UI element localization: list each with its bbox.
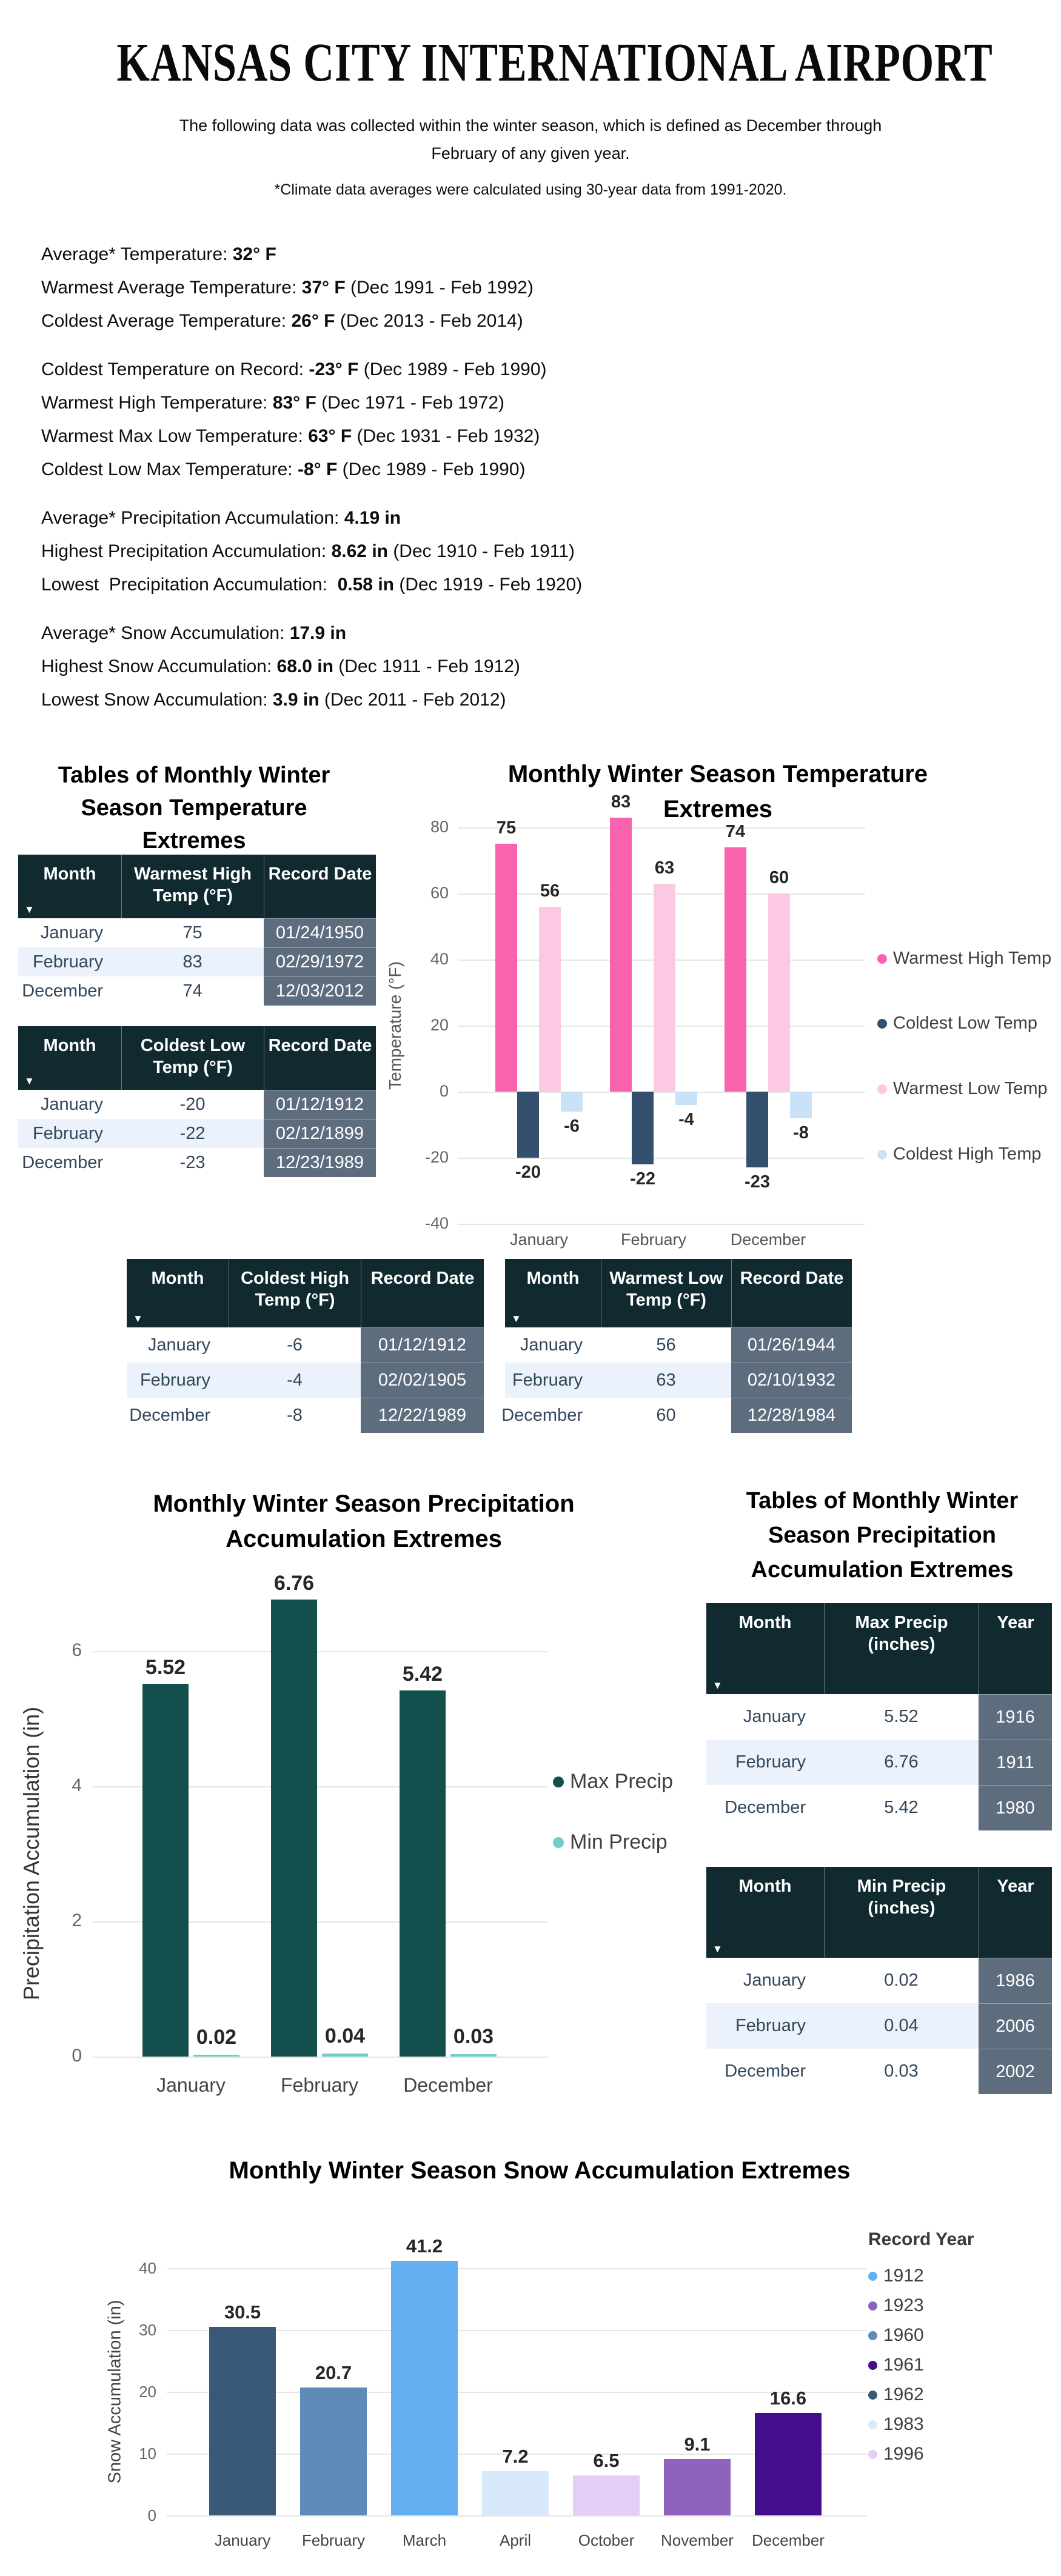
page-title: KANSAS CITY INTERNATIONAL AIRPORT	[116, 33, 993, 93]
gridline	[93, 1651, 548, 1652]
bar-label: 0.03	[453, 2025, 494, 2048]
gridline	[167, 2515, 867, 2517]
stats-snow	[41, 616, 582, 716]
x-tick-february: February	[301, 2531, 366, 2549]
legend-item-min-precip[interactable]: Min Precip	[553, 1830, 668, 1854]
table-cell: 0.04	[824, 2003, 979, 2049]
snow-chart-title: Monthly Winter Season Snow Accumulation Extremes	[229, 2157, 851, 2184]
table-cell: December	[22, 981, 103, 1001]
bar-max-precip-february	[271, 1600, 317, 2057]
bar-label: 74	[725, 822, 746, 841]
bar-label: 0.02	[196, 2026, 237, 2049]
y-tick: 0	[439, 1082, 449, 1100]
sort-descending-icon[interactable]: ▼	[24, 1075, 35, 1087]
table-cell: -20	[179, 1094, 206, 1114]
legend-item-coldest-high[interactable]: Coldest High Temp	[877, 1144, 1041, 1164]
column-header-month: Month ▼	[706, 1867, 824, 1958]
bar-coldest-high-december	[790, 1092, 812, 1118]
table-cell: December	[129, 1405, 210, 1425]
column-header-value: Min Precip (inches)	[824, 1867, 979, 1958]
sort-descending-icon[interactable]: ▼	[511, 1313, 521, 1324]
table-cell: 01/26/1944	[731, 1327, 852, 1363]
table-cell: -22	[121, 1119, 264, 1148]
legend-item-warmest-high[interactable]: Warmest High Temp	[877, 949, 1051, 969]
legend-item-1962[interactable]: 1962	[868, 2384, 924, 2405]
table-warmest-low-temp	[501, 1259, 852, 1433]
bar-warmest-low-february	[654, 884, 675, 1092]
sort-descending-icon[interactable]: ▼	[712, 1680, 723, 1691]
bar-label: 20.7	[315, 2362, 352, 2383]
bar-label: -23	[745, 1172, 770, 1192]
table-cell: 12/03/2012	[264, 976, 376, 1006]
bar-min-precip-january	[193, 2055, 239, 2057]
table-cell: December	[501, 1405, 583, 1425]
bar-label: 9.1	[684, 2434, 711, 2455]
table-cell: 02/29/1972	[264, 947, 376, 976]
y-tick: 0	[72, 2046, 82, 2066]
column-header-record-date: Record Date	[361, 1259, 484, 1327]
table-cell: February	[127, 1363, 229, 1398]
table-cell: -6	[287, 1335, 303, 1355]
intro-line-2: February of any given year.	[431, 144, 630, 162]
legend-dot-icon	[868, 2361, 877, 2370]
stat-line: Warmest High Temperature: 83° F (Dec 1971 - Feb 1972)	[41, 393, 504, 413]
stat-line: Warmest Average Temperature: 37° F (Dec 1991 - Feb 1992)	[41, 278, 534, 298]
table-cell: 12/28/1984	[731, 1398, 852, 1433]
column-header-month: Month ▼	[127, 1259, 229, 1327]
table-cell: 2006	[979, 2003, 1052, 2049]
table-cell: January	[743, 1970, 806, 1990]
stat-line: Coldest Temperature on Record: -23° F (Dec 1989 - Feb 1990)	[41, 359, 547, 379]
column-header-value: Coldest High Temp (°F)	[229, 1259, 361, 1327]
legend-item-1923[interactable]: 1923	[868, 2295, 924, 2316]
bar-warmest-low-january	[539, 907, 561, 1092]
precip-chart-title: Monthly Winter Season Precipitation Accumulation Extremes	[153, 1490, 575, 1552]
table-cell: 5.52	[884, 1707, 919, 1726]
bar-snow-october	[573, 2475, 640, 2515]
legend-dot-icon	[868, 2391, 877, 2400]
x-tick-february: February	[620, 1230, 687, 1249]
table-cell: December	[22, 1152, 103, 1172]
legend-item-1960[interactable]: 1960	[868, 2325, 924, 2346]
column-header-month: Month ▼	[505, 1259, 601, 1327]
legend-dot-icon	[877, 1084, 887, 1094]
legend-item-1912[interactable]: 1912	[868, 2266, 924, 2286]
precip-y-axis-label: Precipitation Accumulation (in)	[19, 1706, 44, 2001]
bar-coldest-high-january	[561, 1092, 583, 1112]
table-cell: February	[505, 1363, 601, 1398]
bar-label: 6.5	[593, 2450, 620, 2471]
x-tick-january: January	[509, 1230, 569, 1249]
table-cell: 74	[182, 981, 202, 1001]
bar-label: 6.76	[273, 1572, 315, 1595]
y-tick: 10	[139, 2444, 156, 2463]
gridline	[458, 1158, 865, 1159]
stat-line: Average* Temperature: 32° F	[41, 244, 276, 264]
bar-label: 75	[496, 818, 517, 838]
column-header-value: Coldest Low Temp (°F)	[121, 1026, 264, 1090]
intro-line-1: The following data was collected within the winter season, which is defined as December through	[179, 116, 882, 135]
snow-y-axis-label: Snow Accumulation (in)	[105, 2300, 125, 2484]
stat-line: Average* Precipitation Accumulation: 4.19 in	[41, 508, 401, 528]
table-cell: 1916	[979, 1694, 1052, 1740]
y-tick: 0	[147, 2506, 156, 2524]
bar-warmest-low-december	[768, 893, 790, 1092]
bar-label: 0.04	[324, 2024, 366, 2047]
y-tick: 80	[430, 818, 449, 836]
table-cell: 1911	[979, 1740, 1052, 1785]
legend-dot-icon	[868, 2450, 877, 2459]
column-header-year: Year	[979, 1603, 1052, 1694]
legend-dot-icon	[553, 1777, 564, 1787]
table-cell: 75	[182, 923, 202, 943]
temp-chart-title: Monthly Winter Season Temperature Extremes	[507, 761, 928, 823]
x-tick-december: December	[403, 2074, 493, 2096]
bar-label: 56	[540, 881, 560, 901]
legend-dot-icon	[868, 2420, 877, 2429]
bar-label: 16.6	[769, 2387, 807, 2409]
legend-dot-icon	[877, 1150, 887, 1160]
gridline	[167, 2268, 867, 2269]
bar-snow-february	[300, 2387, 367, 2515]
column-header-year: Year	[979, 1867, 1052, 1958]
y-tick: 20	[139, 2383, 156, 2401]
bar-label: 41.2	[406, 2235, 443, 2257]
table-cell: 02/02/1905	[361, 1363, 484, 1398]
table-coldest-high-temp	[127, 1259, 484, 1433]
bar-min-precip-february	[322, 2054, 368, 2057]
bar-label: 7.2	[502, 2446, 529, 2467]
bar-label: -4	[678, 1110, 694, 1129]
table-cell: 12/23/1989	[264, 1148, 376, 1177]
x-tick-february: February	[280, 2074, 359, 2096]
table-cell: 83	[121, 947, 264, 976]
bar-warmest-high-february	[610, 818, 632, 1092]
legend-item-max-precip[interactable]: Max Precip	[553, 1770, 673, 1794]
bar-snow-march	[391, 2261, 458, 2515]
x-tick-december: December	[752, 2531, 825, 2549]
bar-snow-december	[755, 2413, 822, 2515]
x-tick-january: January	[214, 2531, 271, 2549]
stat-line: Average* Snow Accumulation: 17.9 in	[41, 623, 347, 643]
winter-stats	[41, 238, 582, 732]
table-cell: 01/12/1912	[361, 1327, 484, 1363]
bar-label: -8	[793, 1123, 809, 1143]
stat-line: Highest Snow Accumulation: 68.0 in (Dec 1911 - Feb 1912)	[41, 656, 520, 676]
table-cell: 02/12/1899	[264, 1119, 376, 1148]
table-cell: 12/22/1989	[361, 1398, 484, 1433]
table-min-precip	[706, 1867, 1052, 2094]
bar-max-precip-january	[142, 1684, 189, 2057]
table-max-precip	[706, 1603, 1052, 1830]
table-warmest-high-temp	[18, 855, 376, 1006]
legend-dot-icon	[553, 1837, 564, 1848]
bar-coldest-high-february	[675, 1092, 697, 1105]
y-tick: 60	[430, 884, 449, 902]
stat-line: Highest Precipitation Accumulation: 8.62 in (Dec 1910 - Feb 1911)	[41, 541, 575, 561]
bar-coldest-low-january	[517, 1092, 539, 1158]
table-cell: -23	[179, 1152, 206, 1172]
table-cell: 1986	[979, 1958, 1052, 2003]
bar-label: -20	[515, 1163, 541, 1182]
column-header-record-date: Record Date	[731, 1259, 852, 1327]
stat-line: Coldest Low Max Temperature: -8° F (Dec 1989 - Feb 1990)	[41, 459, 526, 479]
bar-label: 30.5	[224, 2301, 261, 2323]
snow-legend-title: Record Year	[868, 2229, 974, 2249]
bar-label: 63	[654, 858, 675, 878]
bar-label: 83	[611, 792, 631, 812]
temp-y-axis-label: Temperature (°F)	[386, 961, 404, 1090]
y-tick: 6	[72, 1640, 82, 1660]
legend-item-warmest-low[interactable]: Warmest Low Temp	[877, 1079, 1048, 1099]
stats-precipitation	[41, 501, 582, 601]
legend-dot-icon	[877, 954, 887, 964]
table-cell: February	[18, 947, 121, 976]
column-header-record-date: Record Date	[264, 1026, 376, 1090]
y-tick: -20	[424, 1148, 449, 1166]
table-cell: January	[147, 1335, 210, 1355]
bar-label: -22	[630, 1169, 655, 1189]
table-cell: 01/12/1912	[264, 1090, 376, 1119]
gridline	[458, 1224, 865, 1225]
legend-dot-icon	[877, 1019, 887, 1029]
bar-snow-january	[209, 2327, 276, 2515]
table-cell: 02/10/1932	[731, 1363, 852, 1398]
column-header-value: Warmest Low Temp (°F)	[601, 1259, 731, 1327]
legend-dot-icon	[868, 2301, 877, 2311]
sort-descending-icon[interactable]: ▼	[133, 1313, 143, 1324]
table-cell: January	[40, 1094, 103, 1114]
bar-snow-november	[664, 2459, 731, 2515]
x-tick-january: January	[156, 2074, 226, 2096]
table-cell: 56	[656, 1335, 676, 1355]
table-cell: February	[706, 1740, 824, 1785]
column-header-month: Month ▼	[18, 1026, 121, 1090]
x-tick-november: November	[661, 2531, 734, 2549]
column-header-value: Max Precip (inches)	[824, 1603, 979, 1694]
column-header-value: Warmest High Temp (°F)	[121, 855, 264, 918]
table-cell: 5.42	[884, 1798, 919, 1817]
stat-line: Lowest Precipitation Accumulation: 0.58 in (Dec 1919 - Feb 1920)	[41, 575, 583, 595]
x-tick-december: December	[730, 1230, 806, 1249]
x-tick-march: March	[402, 2531, 447, 2549]
precip-tables-heading: Tables of Monthly Winter Season Precipitation Accumulation Extremes	[746, 1488, 1019, 1583]
table-cell: 60	[656, 1405, 676, 1425]
legend-dot-icon	[868, 2272, 877, 2281]
y-tick: -40	[424, 1214, 449, 1232]
table-cell: February	[18, 1119, 121, 1148]
bar-coldest-low-december	[746, 1092, 768, 1167]
table-cell: 63	[601, 1363, 731, 1398]
bar-warmest-high-january	[495, 844, 517, 1092]
bar-coldest-low-february	[632, 1092, 654, 1164]
stats-temperature-averages	[41, 238, 582, 338]
bar-label: 5.52	[145, 1656, 186, 1679]
table-coldest-low-temp	[18, 1026, 376, 1177]
table-cell: December	[725, 1798, 806, 1817]
bar-warmest-high-december	[725, 847, 746, 1092]
y-tick: 40	[430, 950, 449, 968]
y-tick: 4	[72, 1775, 82, 1795]
y-tick: 20	[430, 1016, 449, 1034]
column-header-month: Month ▼	[706, 1603, 824, 1694]
x-tick-april: April	[499, 2531, 531, 2549]
table-cell: January	[520, 1335, 583, 1355]
table-cell: 01/24/1950	[264, 918, 376, 947]
stats-temperature-records	[41, 353, 582, 486]
x-tick-october: October	[578, 2531, 635, 2549]
stat-line: Warmest Max Low Temperature: 63° F (Dec 1931 - Feb 1932)	[41, 426, 540, 446]
table-cell: 1980	[979, 1785, 1052, 1830]
legend-item-coldest-low[interactable]: Coldest Low Temp	[877, 1013, 1037, 1033]
bar-snow-april	[482, 2471, 549, 2515]
table-cell: 6.76	[824, 1740, 979, 1785]
stat-line: Lowest Snow Accumulation: 3.9 in (Dec 2011 - Feb 2012)	[41, 690, 506, 710]
table-cell: -4	[229, 1363, 361, 1398]
table-cell: January	[743, 1707, 806, 1726]
legend-item-1961[interactable]: 1961	[868, 2355, 924, 2375]
sort-descending-icon[interactable]: ▼	[24, 904, 35, 915]
legend-dot-icon	[868, 2331, 877, 2340]
climate-note: *Climate data averages were calculated using 30-year data from 1991-2020.	[274, 181, 787, 198]
table-cell: 2002	[979, 2049, 1052, 2094]
table-cell: January	[40, 923, 103, 943]
y-tick: 30	[139, 2321, 156, 2339]
y-tick: 2	[72, 1910, 82, 1930]
bar-max-precip-december	[400, 1690, 446, 2057]
table-cell: -8	[287, 1405, 303, 1425]
bar-label: 60	[769, 868, 789, 887]
sort-descending-icon[interactable]: ▼	[712, 1943, 723, 1955]
column-header-record-date: Record Date	[264, 855, 376, 918]
table-cell: December	[725, 2061, 806, 2081]
y-tick: 40	[139, 2259, 156, 2277]
temp-tables-heading: Tables of Monthly Winter Season Temperature Extremes	[58, 762, 330, 853]
bar-label: 5.42	[402, 1663, 443, 1686]
table-cell: 0.03	[884, 2061, 919, 2081]
bar-min-precip-december	[450, 2054, 497, 2057]
legend-item-1996[interactable]: 1996	[868, 2444, 924, 2464]
table-cell: 0.02	[884, 1970, 919, 1990]
column-header-month: Month ▼	[18, 855, 121, 918]
legend-item-1983[interactable]: 1983	[868, 2414, 924, 2435]
gridline	[93, 2057, 548, 2058]
stat-line: Coldest Average Temperature: 26° F (Dec 2013 - Feb 2014)	[41, 311, 523, 331]
bar-label: -6	[564, 1116, 580, 1136]
table-cell: February	[706, 2003, 824, 2049]
